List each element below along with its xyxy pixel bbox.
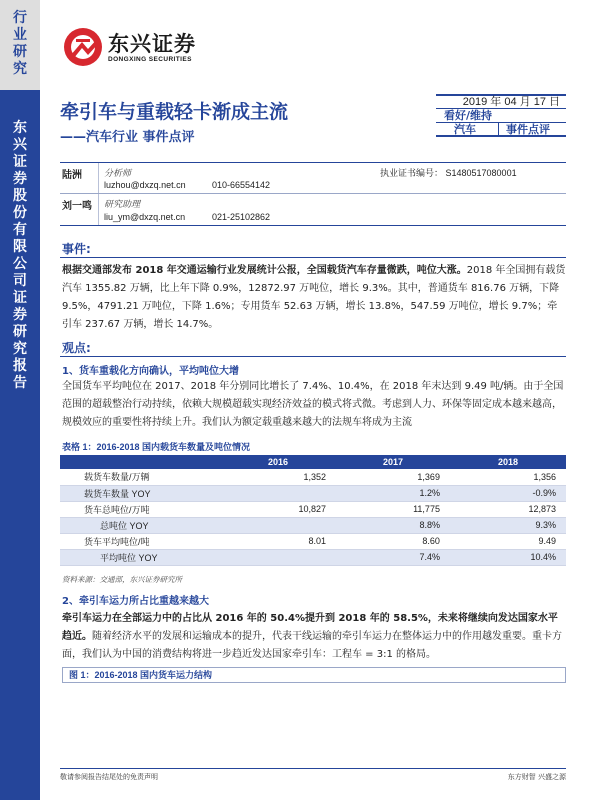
table-row [60,485,566,501]
event-heading: 事件: [62,242,91,256]
sidebar-company-text: 东 兴 证 券 股 份 有 限 公 司 证 券 研 究 报 告 [13,120,27,391]
report-type-label: 事件点评 [506,123,550,136]
table-cell [220,549,336,565]
table-cell: 7.4% [336,549,450,565]
table-cell: 8.01 [220,533,336,549]
sidebar-company-block [0,90,40,800]
table-row-label: 载货车数量/万辆 [60,469,220,485]
point2-title: 2、牵引车运力所占比重越来越大 [62,596,209,607]
analyst-block [60,162,566,226]
report-subtitle: ——汽车行业 事件点评 [60,130,195,145]
table-header-cell: 2017 [336,455,450,469]
table-row-label: 货车总吨位/万吨 [60,501,220,517]
event-paragraph [62,262,566,334]
table-row [60,501,566,517]
table-cell: 1,356 [450,469,566,485]
table-cell: 12,873 [450,501,566,517]
analyst-phone: 010-66554142 [212,180,271,190]
table-cell: 1.2% [336,485,450,501]
sidebar-category-text: 行 业 研 究 [13,10,27,77]
analyst-email[interactable]: luzhou@dxzq.net.cn [104,180,186,190]
table-row-label: 货车平均吨位/吨 [60,533,220,549]
industry-label: 汽车 [454,123,476,136]
industry-type-row [436,122,566,137]
table-row-label: 总吨位 YOY [60,517,220,533]
analyst-name: 陆洲 [62,170,82,181]
table-cell: 8.60 [336,533,450,549]
company-logo [62,26,232,70]
footer-disclaimer: 敬请参阅报告结尾处的免责声明 [60,773,158,781]
point2-paragraph [62,610,566,664]
truck-data-table [60,455,566,566]
table-row [60,469,566,485]
views-heading: 观点: [62,341,91,355]
analyst-top-rule [60,162,566,163]
analyst-bottom-rule [60,225,566,226]
table-cell: 10,827 [220,501,336,517]
assistant-name: 刘一鸣 [62,201,92,212]
report-date: 2019 年 04 月 17 日 [436,94,566,108]
event-bold-text: 根据交通部发布 2018 年交通运输行业发展统计公报，全国载货汽车存量微跌，吨位大涨。 [62,265,467,276]
table-header-cell [60,455,220,469]
info-divider [498,123,499,137]
table-cell [220,485,336,501]
rating-label: 看好/维持 [436,108,566,122]
table-cell: 9.49 [450,533,566,549]
point1-title: 1、货车重载化方向确认，平均吨位大增 [62,366,239,377]
table-row [60,517,566,533]
table-row-label: 平均吨位 YOY [60,549,220,565]
logo-english-name: DONGXING SECURITIES [108,56,192,63]
table-cell: 8.8% [336,517,450,533]
report-info-box [436,94,566,138]
table-row-label: 载货车数量 YOY [60,485,220,501]
analyst-mid-rule [60,193,566,194]
figure-caption: 图 1：2016-2018 国内货车运力结构 [62,667,566,683]
table-cell: -0.9% [450,485,566,501]
table-header-cell: 2016 [220,455,336,469]
analyst-cert: 执业证书编号： S1480517080001 [380,168,517,178]
table-cell: 1,352 [220,469,336,485]
assistant-email[interactable]: liu_ym@dxzq.net.cn [104,212,186,222]
event-heading-rule [60,257,566,258]
footer-rule [60,768,566,769]
table-cell: 9.3% [450,517,566,533]
table-cell: 11,775 [336,501,450,517]
table-header-row [60,455,566,469]
logo-emblem-icon [62,26,104,68]
table-row [60,549,566,565]
table-cell: 10.4% [450,549,566,565]
assistant-phone: 021-25102862 [212,212,271,222]
analyst-column-divider [98,163,99,225]
table-header-cell: 2018 [450,455,566,469]
views-heading-rule [60,356,566,357]
report-title: 牵引车与重载轻卡渐成主流 [60,101,289,123]
event-text: 2018 年全国拥有载货汽车 1355.82 万辆，比上年下降 0.9%，12872.97 万吨位，增长 9.3%。其中，普通货车 816.76 万辆，下降 9.5%，4791.21 万吨位，下降 1.6%；专用货车 52.63 万辆，增长 13.8%，547.59 万吨位，增长 9.7%；牵引车 237.67 万辆，增长 14.7%。 [62,265,566,330]
point1-paragraph: 全国货车平均吨位在 2017、2018 年分别同比增长了 7.4%、10.4%，在 2018 年末达到 9.49 吨/辆。由于全国范围的超载整治行动持续，依赖大规模超载实现经济效益的模式将式微。考虑到人力、环保等固定成本越来越高，规模效应的重要性将持续上升。我们认为额定载重越来越大的法规车将成为主流 [62,381,564,428]
footer-slogan: 东方财智 兴盛之源 [507,773,566,781]
table-row [60,533,566,549]
point2-bold-text: 牵引车运力在全部运力中的占比从 2016 年的 50.4%提升到 2018 年的 58.5%，未来将继续向发达国家水平趋近。 [62,613,558,642]
point2-text: 随着经济水平的发展和运输成本的提升，代表干线运输的牵引车运力在整体运力中的作用越发重要。重卡方面，我们认为中国的消费结构将进一步趋近发达国家牵引车：工程车 = 3:1 的格局。 [62,631,562,660]
assistant-role: 研究助理 [104,200,141,210]
logo-chinese-name: 东兴证券 [108,32,196,56]
table-source-note: 资料来源：交通部，东兴证券研究所 [62,575,182,584]
sidebar-category-block [0,0,40,90]
table-cell: 1,369 [336,469,450,485]
table-cell [220,517,336,533]
sidebar [0,0,40,800]
table-caption: 表格 1：2016-2018 国内载货车数量及吨位情况 [62,442,251,452]
analyst-role: 分析师 [104,169,132,179]
